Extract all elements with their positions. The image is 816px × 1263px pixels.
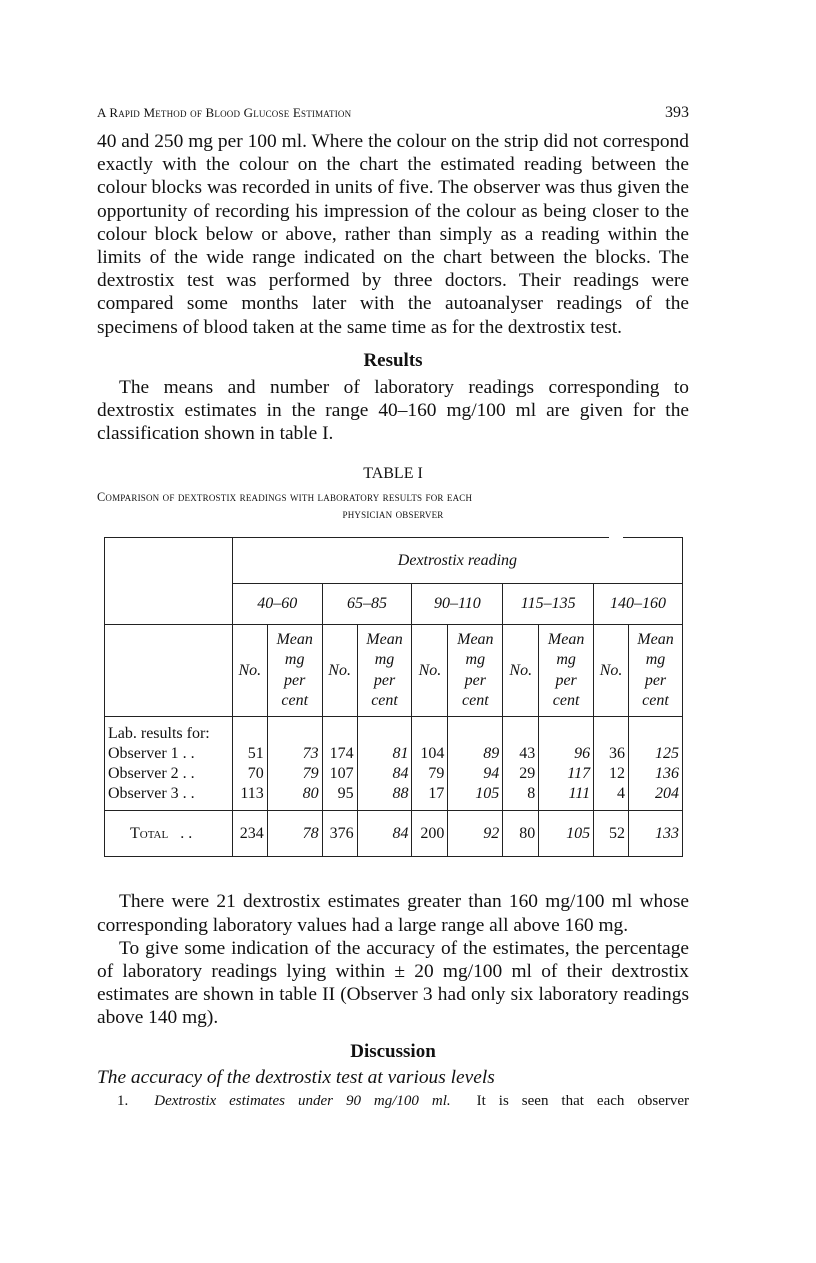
- cell-mean-140-160: 125 136 204: [629, 717, 683, 811]
- results-heading: Results: [363, 349, 423, 371]
- cell-mean-65-85: 81 84 88: [357, 717, 412, 811]
- discussion-heading: Discussion: [350, 1040, 436, 1062]
- cell-mean-115-135: 96 117 111: [539, 717, 594, 811]
- table-label: TABLE I: [363, 465, 423, 483]
- cell-mean-40-60: 73 79 80: [267, 717, 322, 811]
- total-mean-115-135: 105: [539, 811, 594, 857]
- total-no-65-85: 376: [322, 811, 357, 857]
- cell-mean-90-110: 89 94 105: [448, 717, 503, 811]
- paragraph-results-intro: The means and number of laboratory readings corresponding to dextrostix estimates in the range 40–160 mg/100 ml are given for the classification shown in table I.: [97, 376, 689, 445]
- item-number: 1.: [117, 1092, 129, 1109]
- item-text: It is seen that each observer: [476, 1092, 690, 1109]
- col-mean-header: Mean mg per cent: [629, 625, 683, 717]
- table-caption: [97, 489, 689, 523]
- paragraph-accuracy: To give some indication of the accuracy of the estimates, the percentage of laboratory readings lying within ± 20 mg/100 ml of their dextrostix estimates are shown in table II (Observer 3 had only six laboratory readings above 140 mg).: [97, 937, 689, 1029]
- total-mean-90-110: 92: [448, 811, 503, 857]
- data-table: [104, 537, 683, 857]
- cell-no-115-135: 43 29 8: [503, 717, 539, 811]
- col-no-header: No.: [412, 625, 448, 717]
- cell-no-90-110: 104 79 17: [412, 717, 448, 811]
- total-no-40-60: 234: [232, 811, 267, 857]
- cell-no-65-85: 174 107 95: [322, 717, 357, 811]
- range-header: 40–60: [232, 584, 322, 625]
- paragraph-above-160: There were 21 dextrostix estimates greater than 160 mg/100 ml whose corresponding laboratory values had a large range all above 160 mg.: [97, 891, 689, 936]
- col-mean-header: Mean mg per cent: [539, 625, 594, 717]
- total-no-90-110: 200: [412, 811, 448, 857]
- col-no-header: No.: [322, 625, 357, 717]
- numbered-item-1: [97, 1090, 689, 1112]
- total-no-115-135: 80: [503, 811, 539, 857]
- stub-subheader-cell: [105, 625, 233, 717]
- table-wrapper: [104, 537, 683, 858]
- running-title: A Rapid Method of Blood Glucose Estimation: [97, 105, 352, 120]
- col-mean-header: Mean mg per cent: [448, 625, 503, 717]
- page-number: 393: [665, 104, 689, 121]
- total-mean-40-60: 78: [267, 811, 322, 857]
- range-header: 115–135: [503, 584, 594, 625]
- paragraph-method-continued: 40 and 250 mg per 100 ml. Where the colour on the strip did not correspond exactly with the colour on the chart the estimated reading between the colour blocks was recorded in units of five. The observer was thus given the opportunity of recording his impression of the colour as being closer to the colour block below or above, rather than simply as a reading within the limits of the wide range indicated on the chart between the blocks. The dextrostix test was performed by three doctors. Their readings were compared some months later with the autoanalyser readings of the specimens of blood taken at the same time as for the dextrostix test.: [97, 131, 689, 338]
- cell-no-140-160: 36 12 4: [594, 717, 629, 811]
- range-header: 65–85: [322, 584, 412, 625]
- page: [97, 104, 689, 1112]
- col-no-header: No.: [503, 625, 539, 717]
- col-no-header: No.: [594, 625, 629, 717]
- after-table-text: [97, 890, 689, 1029]
- col-mean-header: Mean mg per cent: [267, 625, 322, 717]
- range-header: 90–110: [412, 584, 503, 625]
- col-mean-header: Mean mg per cent: [357, 625, 412, 717]
- total-row-label: Total . .: [105, 811, 233, 857]
- super-header: Dextrostix reading: [232, 538, 682, 584]
- observer-labels: Lab. results for: Observer 1 . . Observer 2 . . Observer 3 . .: [105, 717, 233, 811]
- running-header: [97, 104, 689, 130]
- top-border-gap: [609, 535, 623, 539]
- stub-header-cell: [105, 538, 233, 625]
- col-no-header: No.: [232, 625, 267, 717]
- total-no-140-160: 52: [594, 811, 629, 857]
- cell-no-40-60: 51 70 113: [232, 717, 267, 811]
- table-caption-line1: Comparison of dextrostix readings with laboratory results for each: [97, 490, 473, 505]
- total-mean-65-85: 84: [357, 811, 412, 857]
- discussion-subheading: The accuracy of the dextrostix test at various levels: [97, 1066, 495, 1088]
- total-mean-140-160: 133: [629, 811, 683, 857]
- range-header: 140–160: [594, 584, 683, 625]
- table-caption-line2: physician observer: [342, 507, 444, 522]
- item-title: Dextrostix estimates under 90 mg/100 ml.: [154, 1092, 451, 1109]
